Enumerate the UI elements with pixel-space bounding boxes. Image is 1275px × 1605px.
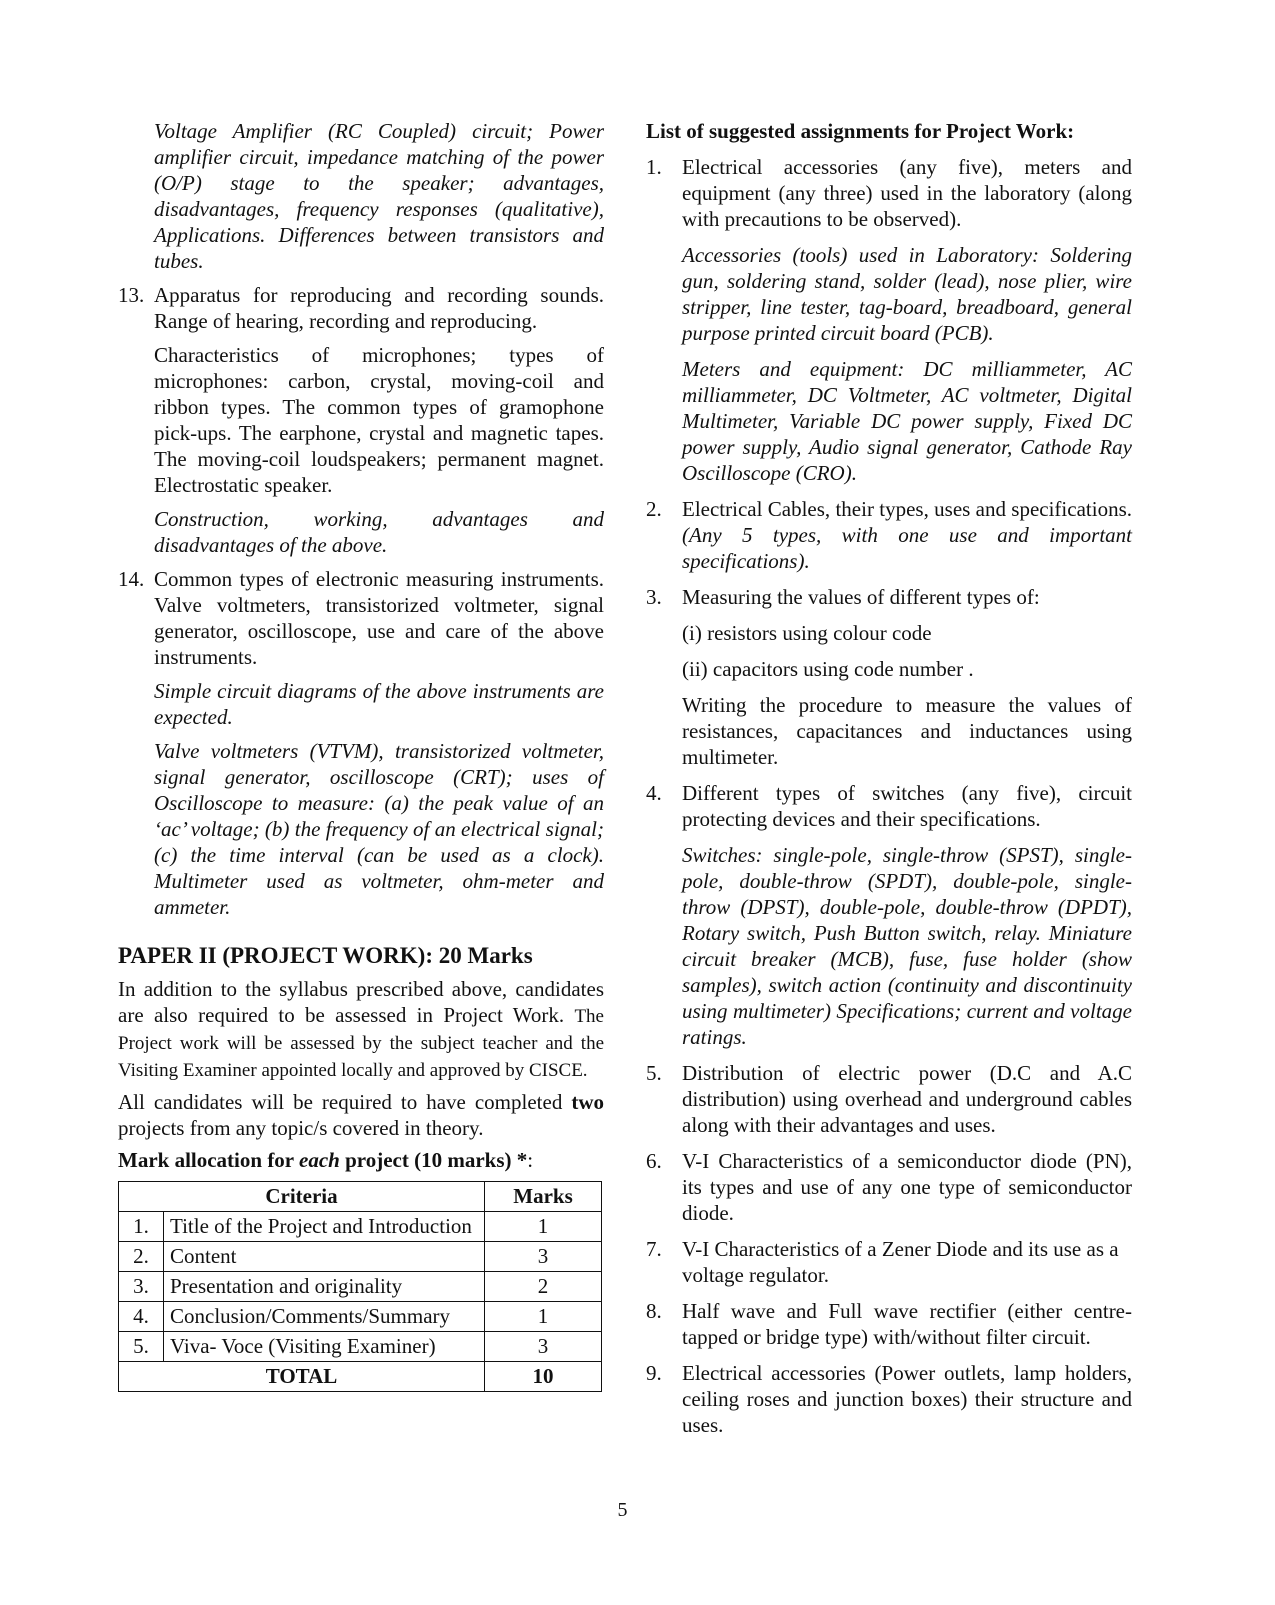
accessories-note: Accessories (tools) used in Laboratory: Soldering gun, soldering stand, solder (lead), nose plier, wire stripper, line tester, tag-board, breadboard, general purpose printed circuit board (PCB). <box>682 243 1132 345</box>
item-text-plain: Electrical Cables, their types, uses and specifications. <box>682 497 1132 521</box>
row-marks: 2 <box>485 1272 602 1302</box>
row-criteria: Presentation and originality <box>164 1272 485 1302</box>
table-row <box>119 1332 602 1362</box>
item-text: Half wave and Full wave rectifier (either centre-tapped or bridge type) with/without filter circuit. <box>682 1299 1132 1349</box>
list-item-8 <box>646 1298 1132 1350</box>
marks-header: Marks <box>485 1182 602 1212</box>
row-marks: 3 <box>485 1242 602 1272</box>
row-marks: 1 <box>485 1212 602 1242</box>
row-number: 2. <box>119 1242 164 1272</box>
total-label: TOTAL <box>119 1362 485 1392</box>
item-13-note: Construction, working, advantages and disadvantages of the above. <box>154 507 604 557</box>
item-number: 13. <box>118 283 145 307</box>
item-text: Common types of electronic measuring instruments. Valve voltmeters, transistorized voltmeter, signal generator, oscilloscope, use and care of the above instruments. <box>154 567 604 669</box>
item-14-note-2: Valve voltmeters (VTVM), transistorized voltmeter, signal generator, oscilloscope (CRT); uses of Oscilloscope to measure: (a) the peak value of an ‘ac’ voltage; (b) the frequency of an electrical signal; (c) the time interval (can be used as a clock). Multimeter used as voltmeter, ohm-meter and ammeter. <box>154 739 604 919</box>
item-text: Electrical accessories (Power outlets, lamp holders, ceiling roses and junction boxes) their structure and uses. <box>682 1361 1132 1437</box>
item-number: 7. <box>646 1237 662 1261</box>
list-item-14 <box>118 566 604 670</box>
table-header-row <box>119 1182 602 1212</box>
row-number: 1. <box>119 1212 164 1242</box>
table-row <box>119 1242 602 1272</box>
resistors-line: (i) resistors using colour code <box>682 621 932 645</box>
meters-note: Meters and equipment: DC milliammeter, AC milliammeter, DC Voltmeter, AC voltmeter, Digital Multimeter, Variable DC power supply, Fixed DC power supply, Audio signal generator, Cathode Ray Oscilloscope (CRO). <box>682 357 1132 485</box>
procedure-paragraph: Writing the procedure to measure the values of resistances, capacitances and inductances using multimeter. <box>682 693 1132 769</box>
item-text: Distribution of electric power (D.C and A.C distribution) using overhead and underground cables along with their advantages and uses. <box>682 1061 1132 1137</box>
project-intro-paragraph <box>118 976 604 1083</box>
row-criteria: Content <box>164 1242 485 1272</box>
item-text: Different types of switches (any five), circuit protecting devices and their specifications. <box>682 781 1132 831</box>
row-criteria: Title of the Project and Introduction <box>164 1212 485 1242</box>
item-number: 1. <box>646 155 662 179</box>
switches-note: Switches: single-pole, single-throw (SPST), single-pole, double-throw (SPDT), double-pole, single-throw (DPST), double-pole, double-throw (DPDT), Rotary switch, Push Button switch, relay. Miniature circuit breaker (MCB), fuse, fuse holder (show samples), switch action (continuity and discontinuity using multimeter) Specifications; current and voltage ratings. <box>682 843 1132 1049</box>
list-item-9 <box>646 1360 1132 1438</box>
list-item-1 <box>646 154 1132 232</box>
item-text: Electrical accessories (any five), meters and equipment (any three) used in the laboratory (along with precautions to be observed). <box>682 155 1132 231</box>
item-text: Measuring the values of different types of: <box>682 585 1040 609</box>
item-number: 8. <box>646 1299 662 1323</box>
voltage-amplifier-paragraph: Voltage Amplifier (RC Coupled) circuit; Power amplifier circuit, impedance matching of the power (O/P) stage to the speaker; advantages, disadvantages, frequency responses (qualitative), Applications. Differences between transistors and tubes. <box>154 119 604 273</box>
item-text: Apparatus for reproducing and recording sounds. Range of hearing, recording and reproducing. <box>154 283 604 333</box>
table-row <box>119 1212 602 1242</box>
section-heading: PAPER II (PROJECT WORK): 20 Marks <box>118 943 533 968</box>
list-item-13 <box>118 282 604 334</box>
table-row <box>119 1272 602 1302</box>
row-marks: 3 <box>485 1332 602 1362</box>
right-column <box>646 118 1132 1438</box>
mark-heading-each: each <box>299 1148 340 1172</box>
item-number: 14. <box>118 567 145 591</box>
table-total-row <box>119 1362 602 1392</box>
item-text <box>682 496 1132 574</box>
list-item-5 <box>646 1060 1132 1138</box>
list-item-7 <box>646 1236 1132 1288</box>
project-intro-small-text: The Project work will be assessed by the subject teacher and the Visiting Examiner appointed locally and approved by CISCE. <box>118 1006 604 1081</box>
project-requirement-paragraph <box>118 1089 604 1141</box>
item-number: 5. <box>646 1061 662 1085</box>
item-number: 2. <box>646 497 662 521</box>
row-number: 4. <box>119 1302 164 1332</box>
mark-allocation-table <box>118 1181 602 1392</box>
list-item-2 <box>646 496 1132 574</box>
row-marks: 1 <box>485 1302 602 1332</box>
page-number: 5 <box>617 1499 628 1521</box>
table-row <box>119 1302 602 1332</box>
item-text: V-I Characteristics of a Zener Diode and its use as a voltage regulator. <box>682 1237 1119 1287</box>
list-item-6 <box>646 1148 1132 1226</box>
item-text: V-I Characteristics of a semiconductor diode (PN), its types and use of any one type of semiconductor diode. <box>682 1149 1132 1225</box>
row-number: 5. <box>119 1332 164 1362</box>
item-number: 6. <box>646 1149 662 1173</box>
row-criteria: Viva- Voce (Visiting Examiner) <box>164 1332 485 1362</box>
requirement-text-c: projects from any topic/s covered in theory. <box>118 1116 484 1140</box>
list-item-4 <box>646 780 1132 832</box>
row-criteria: Conclusion/Comments/Summary <box>164 1302 485 1332</box>
item-13-detail: Characteristics of microphones; types of microphones: carbon, crystal, moving-coil and ribbon types. The common types of gramophone pick-ups. The earphone, crystal and magnetic tapes. The moving-coil loudspeakers; permanent magnet. Electrostatic speaker. <box>154 343 604 497</box>
total-value: 10 <box>485 1362 602 1392</box>
row-number: 3. <box>119 1272 164 1302</box>
item-number: 4. <box>646 781 662 805</box>
project-intro-text: In addition to the syllabus prescribed above, candidates are also required to be assessed in Project Work. <box>118 977 604 1027</box>
item-14-note-1: Simple circuit diagrams of the above instruments are expected. <box>154 679 604 729</box>
mark-heading-colon: : <box>527 1148 534 1172</box>
item-number: 9. <box>646 1361 662 1385</box>
item-text-italic: (Any 5 types, with one use and important specifications). <box>682 523 1132 573</box>
mark-heading-a: Mark allocation for <box>118 1148 300 1172</box>
requirement-text-bold: two <box>571 1090 604 1114</box>
requirement-text-a: All candidates will be required to have completed <box>118 1090 572 1114</box>
left-column <box>118 118 604 1392</box>
assignments-heading: List of suggested assignments for Project Work: <box>646 119 1075 143</box>
capacitors-line: (ii) capacitors using code number . <box>682 657 974 681</box>
list-item-3 <box>646 584 1132 610</box>
mark-allocation-heading <box>118 1147 604 1173</box>
item-number: 3. <box>646 585 662 609</box>
criteria-header: Criteria <box>119 1182 485 1212</box>
mark-heading-c: project (10 marks) * <box>339 1148 528 1172</box>
